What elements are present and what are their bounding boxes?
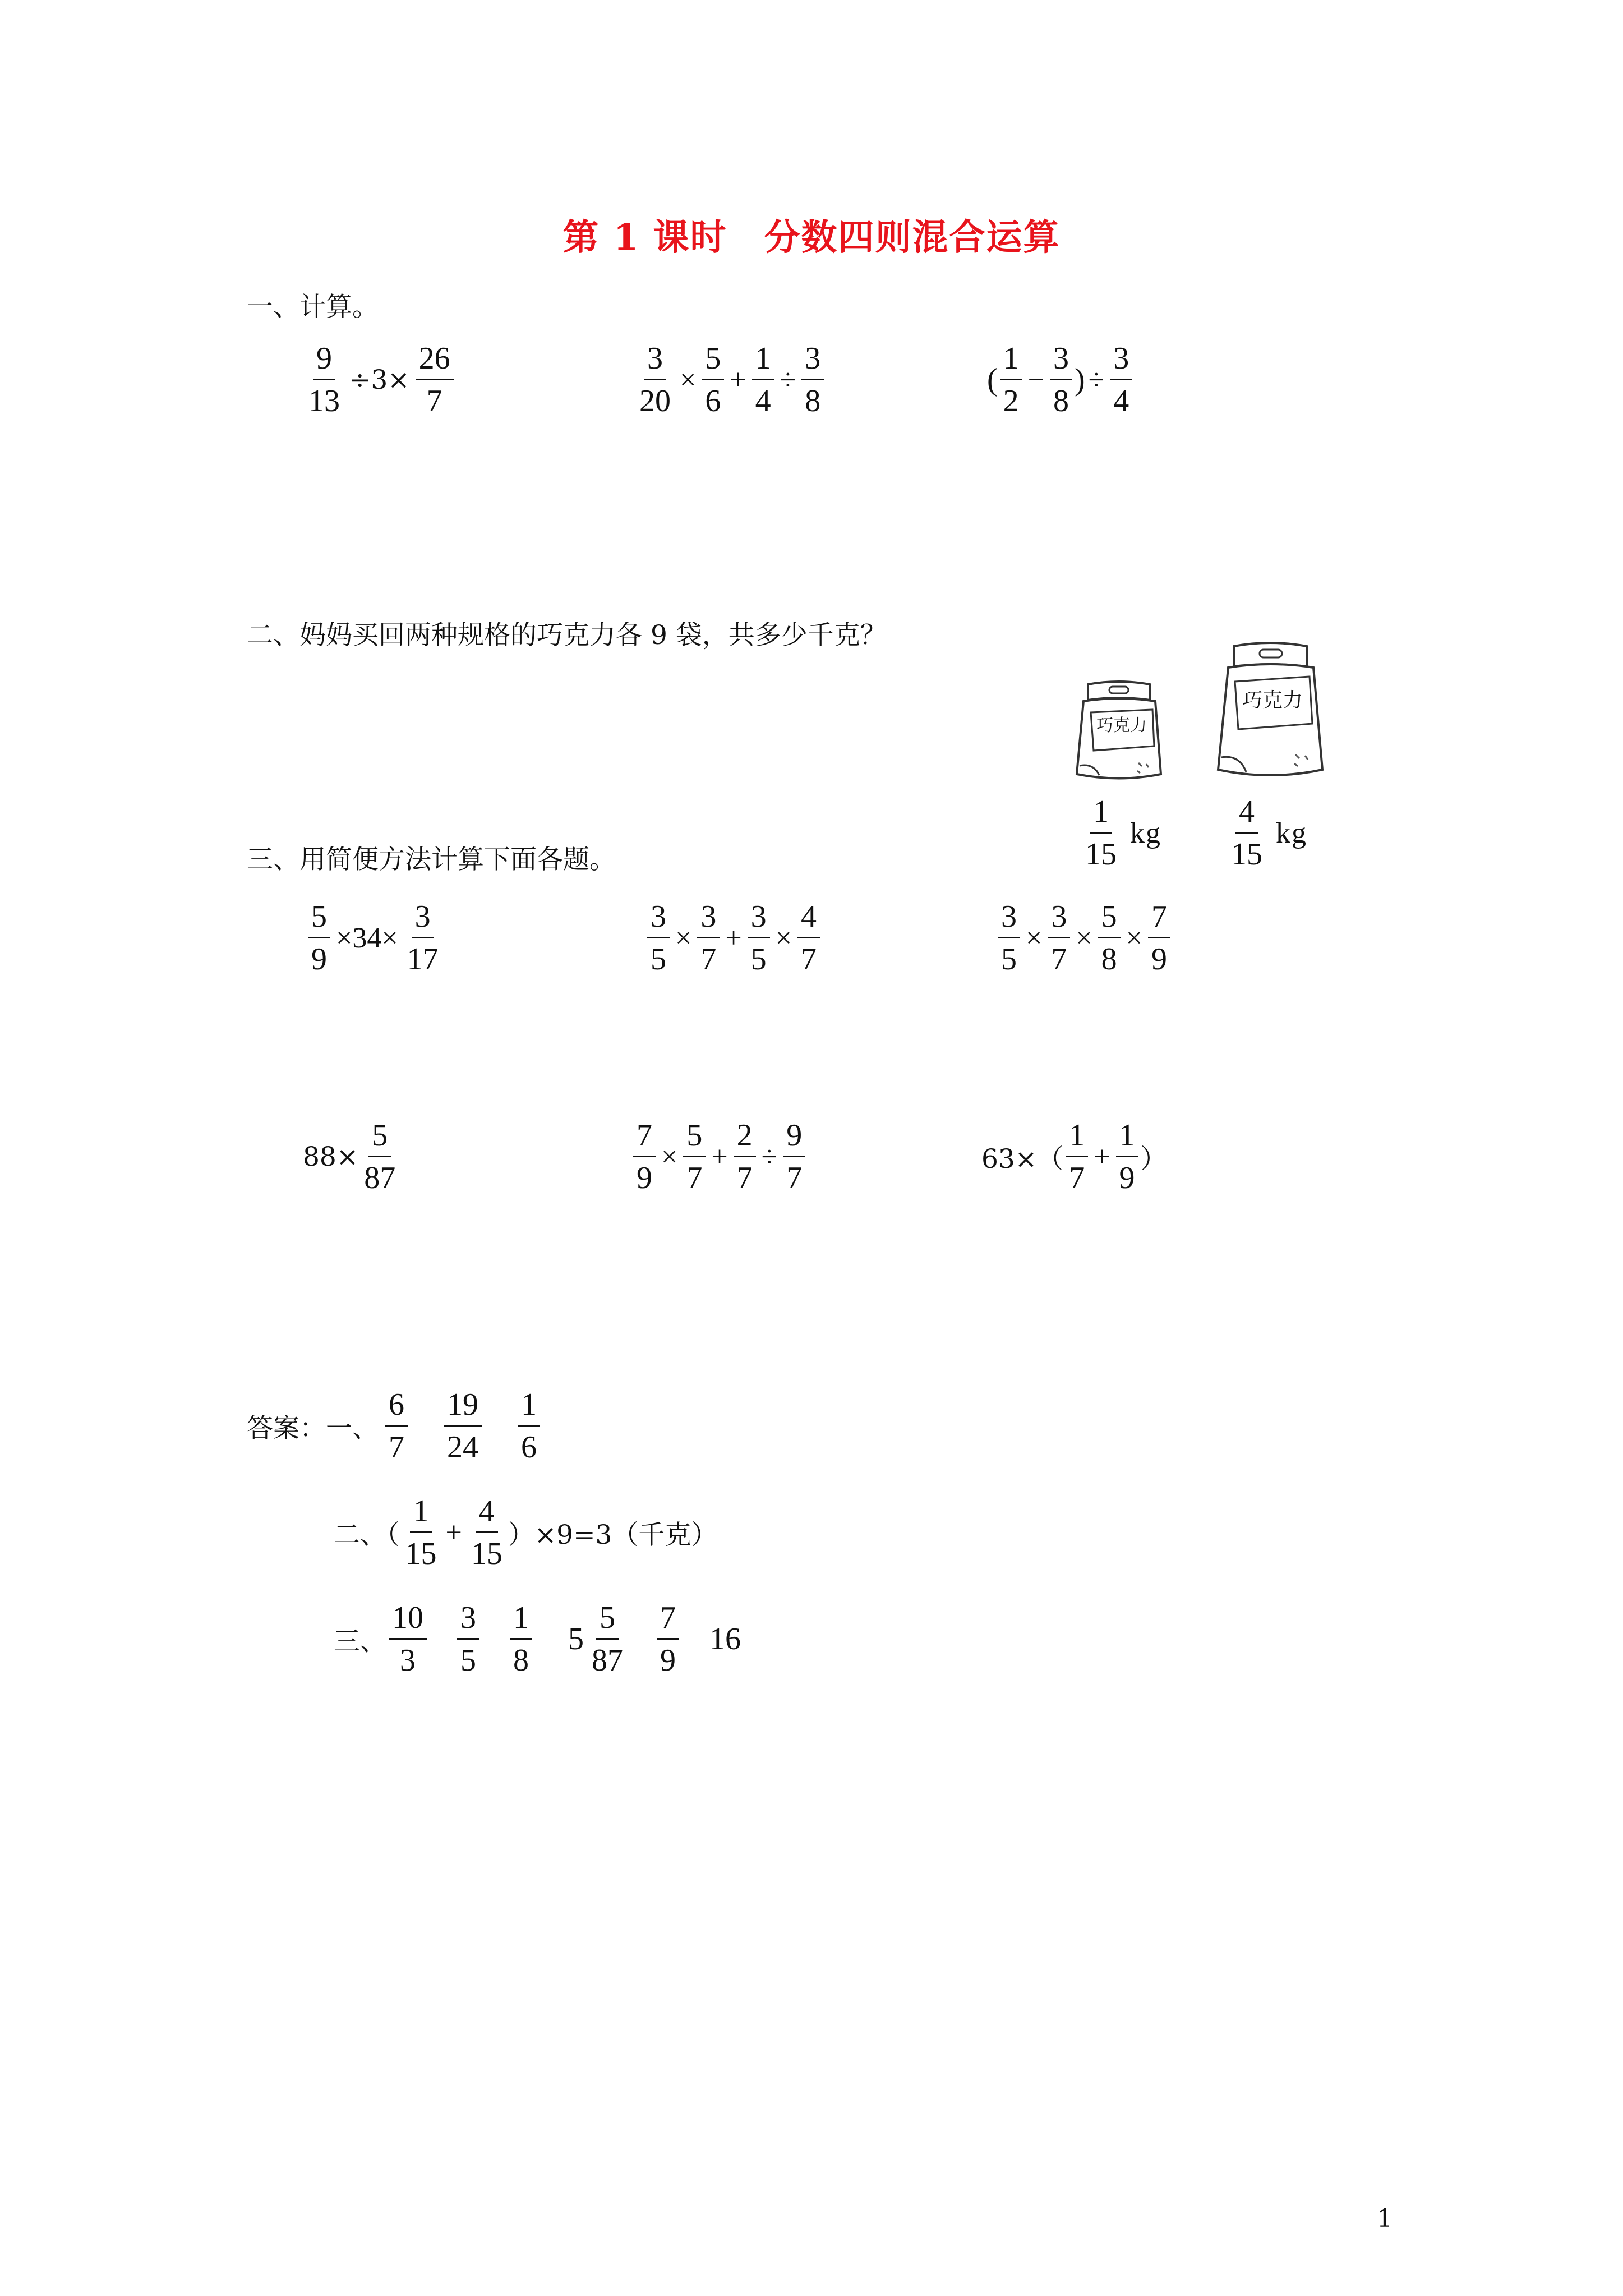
fraction: $\frac{9}{7}$ (783, 1119, 805, 1195)
fraction: $\frac{5}{87}$ (592, 1600, 623, 1678)
fraction: $\frac{10}{3}$ (389, 1602, 427, 1677)
fraction: $\frac{3}{5}$ (998, 900, 1020, 976)
operator: ÷ (780, 364, 796, 396)
fraction: $\frac{1}{4}$ (752, 342, 774, 418)
bag-large-weight (1225, 795, 1307, 871)
s3-problem-5 (631, 1119, 808, 1195)
operator: + (725, 922, 742, 954)
fraction: $\frac{1}{15}$ (1085, 794, 1117, 872)
operator: + (1094, 1140, 1110, 1173)
s3-problem-2 (645, 900, 822, 976)
fraction: $\frac{5}{9}$ (308, 900, 330, 976)
fraction: $\frac{5}{7}$ (683, 1119, 706, 1195)
fraction: $\frac{7}{9}$ (657, 1602, 679, 1677)
fraction: $\frac{1}{2}$ (1000, 342, 1022, 418)
fraction: $\frac{6}{7}$ (385, 1388, 408, 1464)
fraction: $\frac{5}{6}$ (702, 342, 724, 418)
operator: × (661, 1140, 678, 1173)
fraction: $\frac{1}{15}$ (405, 1494, 437, 1571)
operator: ÷3× (349, 364, 410, 395)
paren: ) (1074, 362, 1085, 398)
fraction: $\frac{3}{8}$ (801, 342, 824, 418)
fraction: $\frac{1}{7}$ (1066, 1119, 1088, 1195)
fraction: $\frac{3}{20}$ (639, 341, 671, 418)
operator: × (775, 922, 792, 954)
page-number: 1 (1377, 2205, 1393, 2233)
fraction: $\frac{26}{7}$ (416, 342, 454, 418)
fraction: $\frac{5}{8}$ (1098, 900, 1121, 976)
bag-small-weight (1080, 795, 1161, 871)
fraction: $\frac{3}{8}$ (1050, 342, 1072, 418)
section-2-heading: 二、妈妈买回两种规格的巧克力各 9 袋，共多少千克？ (247, 620, 887, 651)
fraction: $\frac{4}{15}$ (471, 1494, 502, 1571)
answers-label: 答案：一、 (247, 1412, 379, 1444)
expression-prefix: 二、（ (334, 1519, 400, 1550)
s3-problem-1 (306, 900, 444, 976)
fraction: $\frac{7}{9}$ (633, 1119, 656, 1195)
operator: ÷ (761, 1140, 778, 1173)
fraction: $\frac{3}{7}$ (697, 900, 720, 976)
operator: + (730, 364, 746, 396)
fraction: $\frac{4}{7}$ (797, 900, 820, 976)
operator: + (711, 1140, 728, 1173)
operator: × (675, 922, 692, 954)
bag-large-label: 巧克力 (1242, 689, 1303, 712)
operator: × (680, 364, 697, 396)
answers-part-3-label: 三、 (334, 1626, 386, 1657)
answer-value: 16 (709, 1622, 741, 1657)
answers-part-3 (334, 1602, 741, 1677)
section-3-heading: 三、用简便方法计算下面各题。 (247, 844, 616, 875)
unit: kg (1130, 817, 1161, 849)
operator: − (1027, 364, 1044, 396)
section-1-heading: 一、计算。 (247, 292, 379, 323)
fraction: $\frac{4}{15}$ (1231, 794, 1262, 872)
fraction: $\frac{1}{9}$ (1116, 1119, 1138, 1195)
answers-part-1 (247, 1388, 542, 1464)
fraction: $\frac{9}{13}$ (308, 341, 340, 418)
fraction: $\frac{3}{5}$ (647, 900, 670, 976)
operator: × (1126, 922, 1142, 954)
fraction: $\frac{3}{17}$ (407, 899, 439, 977)
fraction: $\frac{2}{7}$ (734, 1119, 756, 1195)
mixed-number-whole: 5 (568, 1622, 584, 1657)
fraction: $\frac{1}{8}$ (510, 1602, 532, 1677)
fraction: $\frac{7}{9}$ (1148, 900, 1170, 976)
fraction: $\frac{3}{5}$ (748, 900, 770, 976)
expression-prefix: 63×（ (981, 1143, 1064, 1175)
operator: ÷ (1088, 364, 1105, 396)
operator: + (445, 1516, 462, 1549)
answers-part-2 (334, 1495, 717, 1571)
operator: × (1076, 922, 1092, 954)
fraction: $\frac{3}{4}$ (1110, 342, 1132, 418)
s3-problem-4 (303, 1119, 401, 1195)
s1-problem-2 (634, 342, 826, 418)
operator: × (1026, 922, 1043, 954)
bag-small-label: 巧克力 (1096, 716, 1147, 735)
s1-problem-1 (303, 342, 456, 418)
expression-suffix: ）×9=3（千克） (508, 1519, 718, 1550)
unit: kg (1276, 817, 1307, 849)
fraction: $\frac{5}{87}$ (364, 1118, 396, 1195)
fraction: $\frac{1}{6}$ (518, 1388, 540, 1464)
fraction: $\frac{19}{24}$ (444, 1388, 482, 1464)
paren: ( (987, 362, 998, 398)
fraction: $\frac{3}{7}$ (1048, 900, 1070, 976)
page-title: 第 1 课时 分数四则混合运算 (562, 217, 1061, 259)
s3-problem-6 (981, 1119, 1167, 1195)
s3-problem-3 (995, 900, 1173, 976)
expression-prefix: 88× (303, 1141, 359, 1172)
s1-problem-3 (987, 342, 1135, 418)
operator: ×34× (336, 922, 398, 954)
fraction: $\frac{3}{5}$ (457, 1602, 479, 1677)
expression-suffix: ） (1140, 1143, 1167, 1175)
